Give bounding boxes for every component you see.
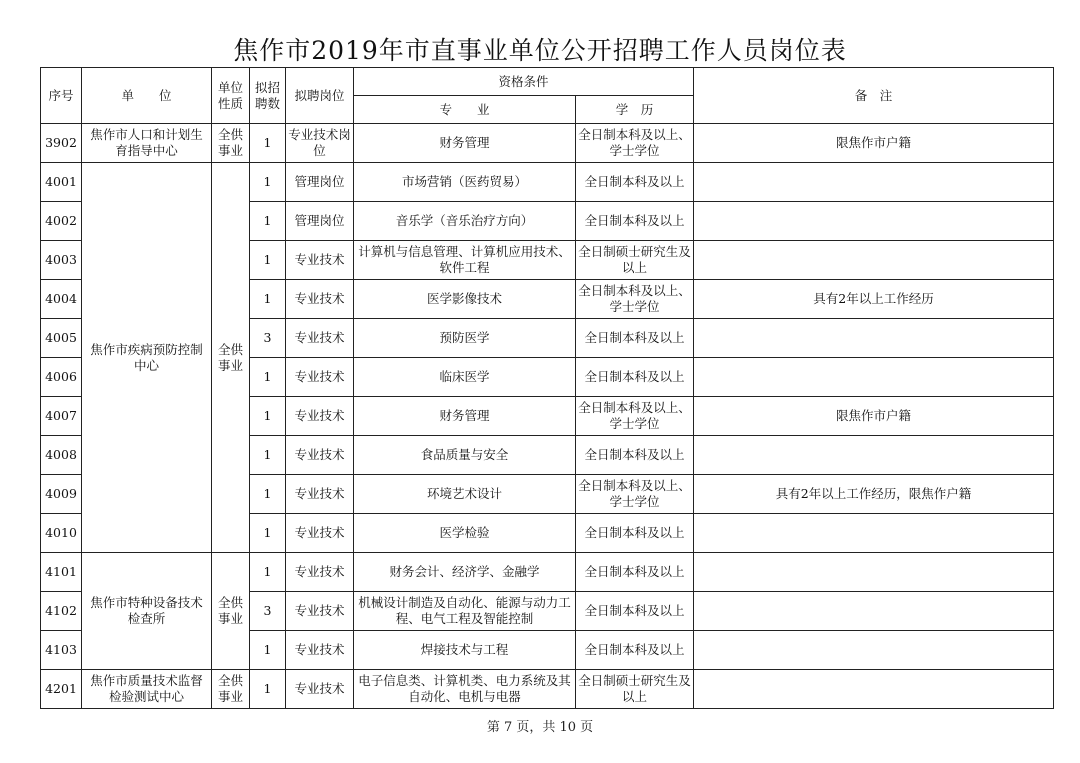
cell-seq: 4010 [41,514,82,553]
cell-education: 全日制本科及以上、学士学位 [576,280,694,319]
cell-position: 专业技术 [286,241,354,280]
cell-seq: 4005 [41,319,82,358]
header-count: 拟招聘数 [250,68,286,124]
cell-remarks [694,514,1054,553]
table-row [41,163,1054,202]
cell-major: 食品质量与安全 [354,436,576,475]
cell-position: 专业技术 [286,670,354,709]
cell-seq: 4102 [41,592,82,631]
header-remarks: 备 注 [694,68,1054,124]
header-position: 拟聘岗位 [286,68,354,124]
cell-position: 专业技术 [286,436,354,475]
cell-education: 全日制本科及以上、学士学位 [576,397,694,436]
cell-position: 专业技术 [286,553,354,592]
page-title: 焦作市2019年市直事业单位公开招聘工作人员岗位表 [233,36,847,65]
cell-count: 1 [250,475,286,514]
cell-position: 专业技术 [286,319,354,358]
cell-remarks [694,319,1054,358]
positions-table [40,67,1054,709]
cell-count: 3 [250,592,286,631]
cell-seq: 4004 [41,280,82,319]
cell-seq: 4008 [41,436,82,475]
cell-unit: 焦作市质量技术监督检验测试中心 [82,670,212,709]
cell-seq: 4103 [41,631,82,670]
cell-major: 音乐学（音乐治疗方向） [354,202,576,241]
cell-major: 预防医学 [354,319,576,358]
cell-seq: 4009 [41,475,82,514]
cell-seq: 4003 [41,241,82,280]
cell-major: 焊接技术与工程 [354,631,576,670]
cell-education: 全日制硕士研究生及以上 [576,241,694,280]
cell-position: 专业技术 [286,592,354,631]
table-row [41,553,1054,592]
cell-education: 全日制本科及以上、学士学位 [576,475,694,514]
cell-nature: 全供事业 [212,124,250,163]
cell-position: 专业技术岗位 [286,124,354,163]
cell-major: 计算机与信息管理、计算机应用技术、软件工程 [354,241,576,280]
cell-remarks [694,670,1054,709]
table-body [41,124,1054,709]
cell-major: 电子信息类、计算机类、电力系统及其自动化、电机与电器 [354,670,576,709]
cell-count: 1 [250,241,286,280]
header-nature: 单位性质 [212,68,250,124]
cell-unit: 焦作市特种设备技术检查所 [82,553,212,670]
cell-education: 全日制本科及以上 [576,553,694,592]
cell-remarks [694,202,1054,241]
cell-education: 全日制本科及以上 [576,592,694,631]
cell-major: 财务管理 [354,397,576,436]
cell-remarks [694,631,1054,670]
cell-count: 1 [250,163,286,202]
cell-count: 3 [250,319,286,358]
cell-education: 全日制本科及以上 [576,631,694,670]
cell-count: 1 [250,436,286,475]
cell-position: 专业技术 [286,397,354,436]
cell-position: 专业技术 [286,280,354,319]
cell-seq: 4002 [41,202,82,241]
cell-seq: 4007 [41,397,82,436]
cell-nature: 全供事业 [212,553,250,670]
header-education: 学 历 [576,96,694,124]
table-row [41,670,1054,709]
cell-count: 1 [250,397,286,436]
cell-count: 1 [250,124,286,163]
cell-education: 全日制硕士研究生及以上 [576,670,694,709]
cell-education: 全日制本科及以上 [576,202,694,241]
cell-remarks [694,358,1054,397]
cell-remarks [694,163,1054,202]
cell-major: 机械设计制造及自动化、能源与动力工程、电气工程及智能控制 [354,592,576,631]
header-unit: 单 位 [82,68,212,124]
cell-remarks: 具有2年以上工作经历 [694,280,1054,319]
header-major: 专 业 [354,96,576,124]
cell-remarks [694,592,1054,631]
cell-remarks [694,553,1054,592]
cell-remarks [694,241,1054,280]
cell-count: 1 [250,358,286,397]
cell-education: 全日制本科及以上 [576,319,694,358]
cell-count: 1 [250,514,286,553]
cell-position: 专业技术 [286,475,354,514]
cell-major: 环境艺术设计 [354,475,576,514]
cell-position: 专业技术 [286,358,354,397]
cell-major: 临床医学 [354,358,576,397]
cell-position: 专业技术 [286,631,354,670]
table-header [41,68,1054,124]
cell-education: 全日制本科及以上 [576,514,694,553]
cell-major: 财务会计、经济学、金融学 [354,553,576,592]
cell-position: 专业技术 [286,514,354,553]
cell-unit: 焦作市疾病预防控制中心 [82,163,212,553]
cell-remarks: 限焦作市户籍 [694,397,1054,436]
header-qualifications: 资格条件 [354,68,694,96]
cell-education: 全日制本科及以上 [576,358,694,397]
cell-remarks [694,436,1054,475]
cell-position: 管理岗位 [286,202,354,241]
cell-major: 市场营销（医药贸易） [354,163,576,202]
table-row [41,124,1054,163]
cell-seq: 4101 [41,553,82,592]
cell-major: 医学影像技术 [354,280,576,319]
cell-nature: 全供事业 [212,670,250,709]
cell-count: 1 [250,631,286,670]
cell-seq: 4201 [41,670,82,709]
cell-count: 1 [250,670,286,709]
cell-seq: 4006 [41,358,82,397]
cell-seq: 4001 [41,163,82,202]
header-seq: 序号 [41,68,82,124]
page-footer: 第 7 页，共 10 页 [486,720,594,735]
cell-major: 财务管理 [354,124,576,163]
cell-position: 管理岗位 [286,163,354,202]
cell-remarks: 具有2年以上工作经历，限焦作户籍 [694,475,1054,514]
cell-education: 全日制本科及以上 [576,163,694,202]
cell-unit: 焦作市人口和计划生育指导中心 [82,124,212,163]
cell-education: 全日制本科及以上 [576,436,694,475]
cell-seq: 3902 [41,124,82,163]
cell-count: 1 [250,280,286,319]
cell-remarks: 限焦作市户籍 [694,124,1054,163]
cell-count: 1 [250,553,286,592]
cell-count: 1 [250,202,286,241]
cell-education: 全日制本科及以上、学士学位 [576,124,694,163]
cell-nature: 全供事业 [212,163,250,553]
cell-major: 医学检验 [354,514,576,553]
